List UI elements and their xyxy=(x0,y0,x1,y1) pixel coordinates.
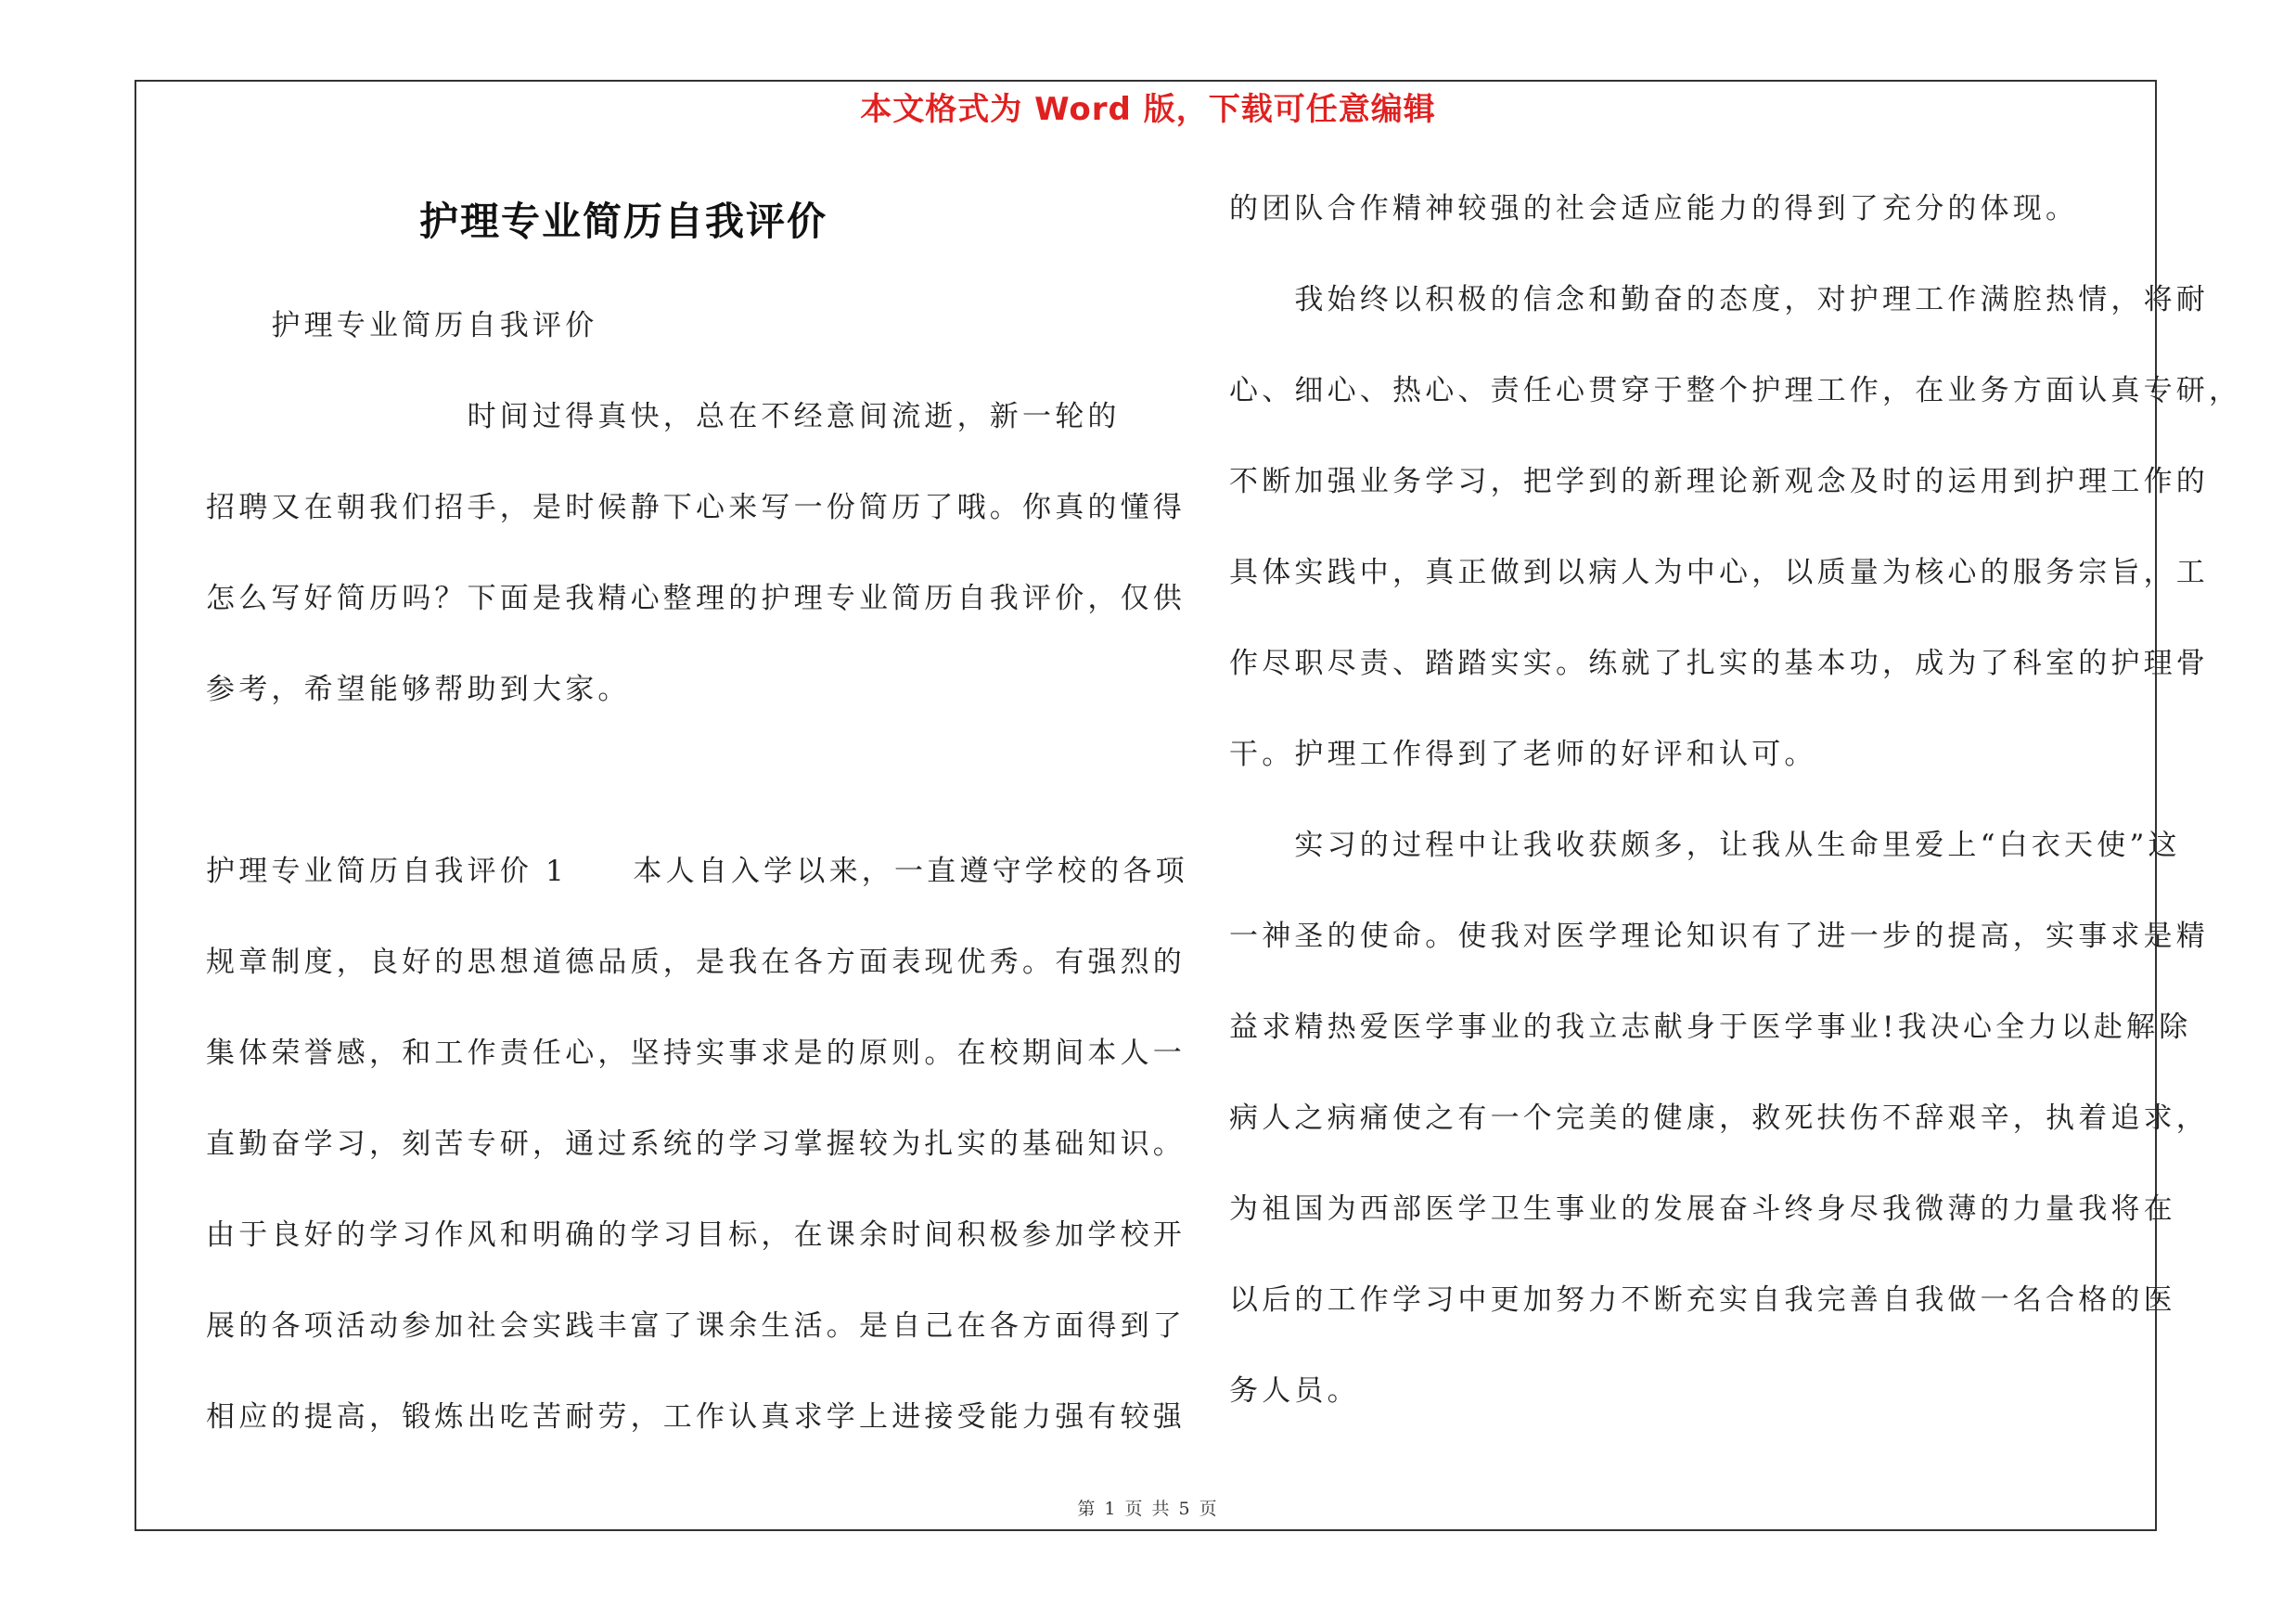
intro-line: 参考，希望能够帮助到大家。 xyxy=(206,673,631,706)
body-line: 为祖国为西部医学卫生事业的发展奋斗终身尽我微薄的力量我将在 xyxy=(1229,1192,2176,1226)
body-line: 护理专业简历自我评价 1 本人自入学以来，一直遵守学校的各项 xyxy=(206,855,1188,888)
body-line: 的团队合作精神较强的社会适应能力的得到了充分的体现。 xyxy=(1229,192,2079,225)
body-line: 以后的工作学习中更加努力不断充实自我完善自我做一名合格的医 xyxy=(1229,1283,2176,1317)
paragraph-gap xyxy=(206,735,1145,826)
document-title: 护理专业简历自我评价 xyxy=(419,199,828,244)
body-line: 规章制度，良好的思想道德品质，是我在各方面表现优秀。有强烈的 xyxy=(206,946,1186,979)
body-line: 集体荣誉感，和工作责任心，坚持实事求是的原则。在校期间本人一 xyxy=(206,1037,1186,1070)
body-line: 作尽职尽责、踏踏实实。练就了扎实的基本功，成为了科室的护理骨 xyxy=(1229,647,2209,680)
left-column xyxy=(206,167,1188,1462)
body-line: 一神圣的使命。使我对医学理论知识有了进一步的提高，实事求是精 xyxy=(1229,920,2209,953)
body-line: 直勤奋学习，刻苦专研，通过系统的学习掌握较为扎实的基础知识。 xyxy=(206,1127,1186,1161)
body-line: 相应的提高，锻炼出吃苦耐劳，工作认真求学上进接受能力强有较强 xyxy=(206,1400,1186,1434)
page-number-footer: 第 1 页 共 5 页 xyxy=(1077,1499,1219,1519)
body-line: 干。护理工作得到了老师的好评和认可。 xyxy=(1229,738,1817,771)
intro-line: 怎么写好简历吗？下面是我精心整理的护理专业简历自我评价，仅供 xyxy=(206,582,1186,615)
body-line: 病人之病痛使之有一个完美的健康，救死扶伤不辞艰辛，执着追求， xyxy=(1229,1101,2209,1135)
body-line: 益求精热爱医学事业的我立志献身于医学事业!我决心全力以赴解除 xyxy=(1229,1011,2192,1044)
body-line: 具体实践中，真正做到以病人为中心，以质量为核心的服务宗旨，工 xyxy=(1229,556,2209,589)
body-line: 我始终以积极的信念和勤奋的态度，对护理工作满腔热情，将耐 xyxy=(1229,283,2209,316)
intro-line: 护理专业简历自我评价 xyxy=(206,309,598,342)
body-line: 实习的过程中让我收获颇多，让我从生命里爱上“白衣天使”这 xyxy=(1229,829,2181,862)
intro-line: 招聘又在朝我们招手，是时候静下心来写一份简历了哦。你真的懂得 xyxy=(206,491,1186,524)
right-column xyxy=(1229,167,2242,1436)
body-line: 展的各项活动参加社会实践丰富了课余生活。是自己在各方面得到了 xyxy=(206,1309,1186,1343)
format-banner: 本文格式为 Word 版，下载可任意编辑 xyxy=(860,91,1436,128)
body-line: 务人员。 xyxy=(1229,1374,1360,1408)
body-line: 心、细心、热心、责任心贯穿于整个护理工作，在业务方面认真专研， xyxy=(1229,374,2242,407)
intro-line: 时间过得真快，总在不经意间流逝，新一轮的 xyxy=(206,400,1121,433)
body-line: 不断加强业务学习，把学到的新理论新观念及时的运用到护理工作的 xyxy=(1229,465,2209,498)
body-line: 由于良好的学习作风和明确的学习目标，在课余时间积极参加学校开 xyxy=(206,1218,1186,1252)
